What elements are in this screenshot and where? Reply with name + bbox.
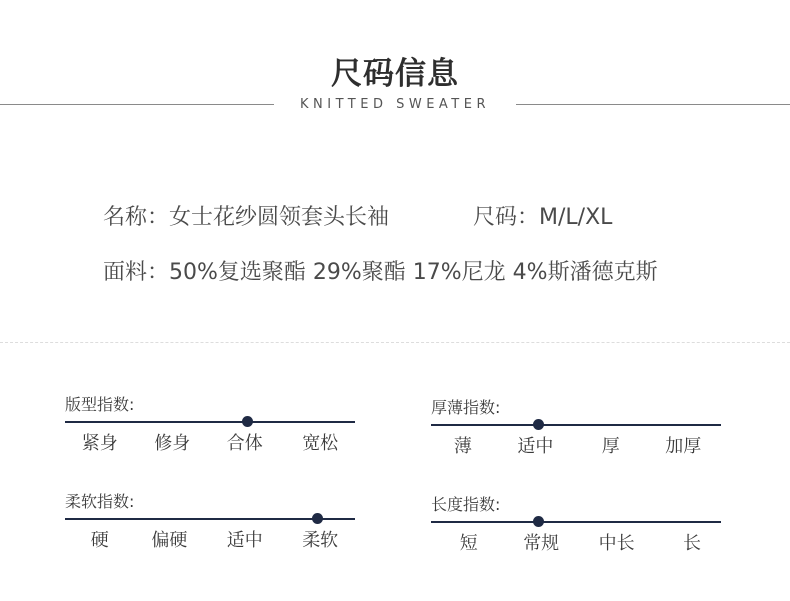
fit-option: 合体 [226,433,263,454]
length-option: 长 [683,533,701,554]
divider-right [516,104,790,105]
length-option: 短 [459,533,478,554]
section-divider [0,342,790,343]
page-title: 尺码信息 [331,56,459,92]
divider-left [0,104,274,105]
thickness-index-scale [431,398,721,473]
fit-option: 修身 [154,433,191,454]
thickness-option: 厚 [601,436,620,457]
product-size: 尺码：M/L/XL [473,205,613,230]
softness-option: 柔软 [302,530,339,551]
length-index-track [431,521,721,523]
length-index-scale [431,495,721,570]
softness-option: 适中 [226,530,263,551]
softness-option: 偏硬 [151,530,188,551]
page-subtitle: KNITTED SWEATER [300,97,490,112]
softness-option: 硬 [90,530,109,551]
fit-index-marker [242,416,253,427]
fit-option: 宽松 [302,433,339,454]
thickness-index-track [431,424,721,426]
fit-index-label: 版型指数: [65,395,135,414]
length-option: 常规 [523,533,560,554]
thickness-index-label: 厚薄指数: [431,398,501,417]
thickness-option: 适中 [517,436,554,457]
product-name: 名称：女士花纱圆领套头长袖 [103,205,390,230]
subtitle-row [0,96,790,114]
thickness-option: 加厚 [665,436,702,457]
thickness-index-marker [533,419,544,430]
length-option: 中长 [598,533,635,554]
softness-index-label: 柔软指数: [65,492,135,511]
length-index-label: 长度指数: [431,495,501,514]
softness-index-scale [65,492,355,567]
length-index-marker [533,516,544,527]
softness-index-marker [312,513,323,524]
fit-index-track [65,421,355,423]
thickness-option: 薄 [453,436,472,457]
fit-index-scale [65,395,355,470]
product-fabric: 面料：50%复选聚酯 29%聚酯 17%尼龙 4%斯潘德克斯 [103,260,658,285]
fit-option: 紧身 [81,433,118,454]
